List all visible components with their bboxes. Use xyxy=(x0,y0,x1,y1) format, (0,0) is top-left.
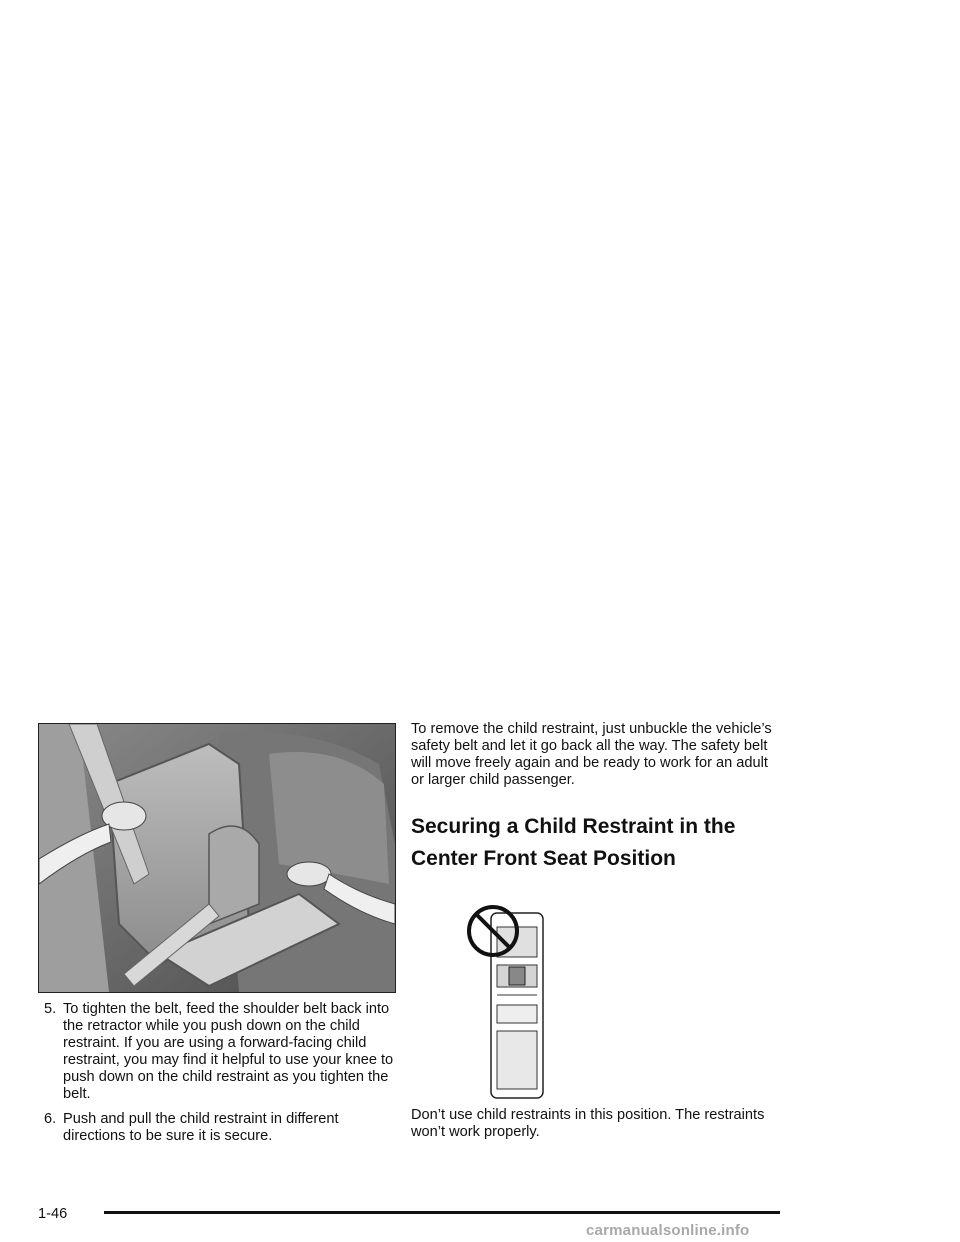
vehicle-seat-diagram xyxy=(463,887,553,1107)
right-column xyxy=(411,721,783,1141)
step-item xyxy=(44,1111,396,1145)
child-restraint-photo xyxy=(38,723,396,993)
warning-caption: Don’t use child restraints in this position. The restraints won’t work properly. xyxy=(411,1107,765,1140)
intro-paragraph: To remove the child restraint, just unbuckle the vehicle’s safety belt and let it go back all the way. The safety belt will move freely again and be ready to work for an adult or larger child passenger. xyxy=(411,721,772,788)
instruction-steps xyxy=(44,1001,396,1153)
step-number: 6. xyxy=(44,1111,57,1127)
step-item xyxy=(44,1001,396,1103)
step-text: Push and pull the child restraint in different directions to be sure it is secure. xyxy=(63,1111,339,1144)
step-text: To tighten the belt, feed the shoulder belt back into the retractor while you push down on the child restraint. If you are using a forward-facing child restraint, you may find it helpful to use your knee to push down on the child restraint as you tighten the belt. xyxy=(63,1001,394,1102)
page-number: 1-46 xyxy=(38,1206,68,1222)
step-number: 5. xyxy=(44,1001,57,1017)
section-heading: Securing a Child Restraint in the Center Front Seat Position xyxy=(411,815,736,870)
footer-rule xyxy=(104,1211,780,1214)
watermark: carmanualsonline.info xyxy=(586,1222,750,1239)
